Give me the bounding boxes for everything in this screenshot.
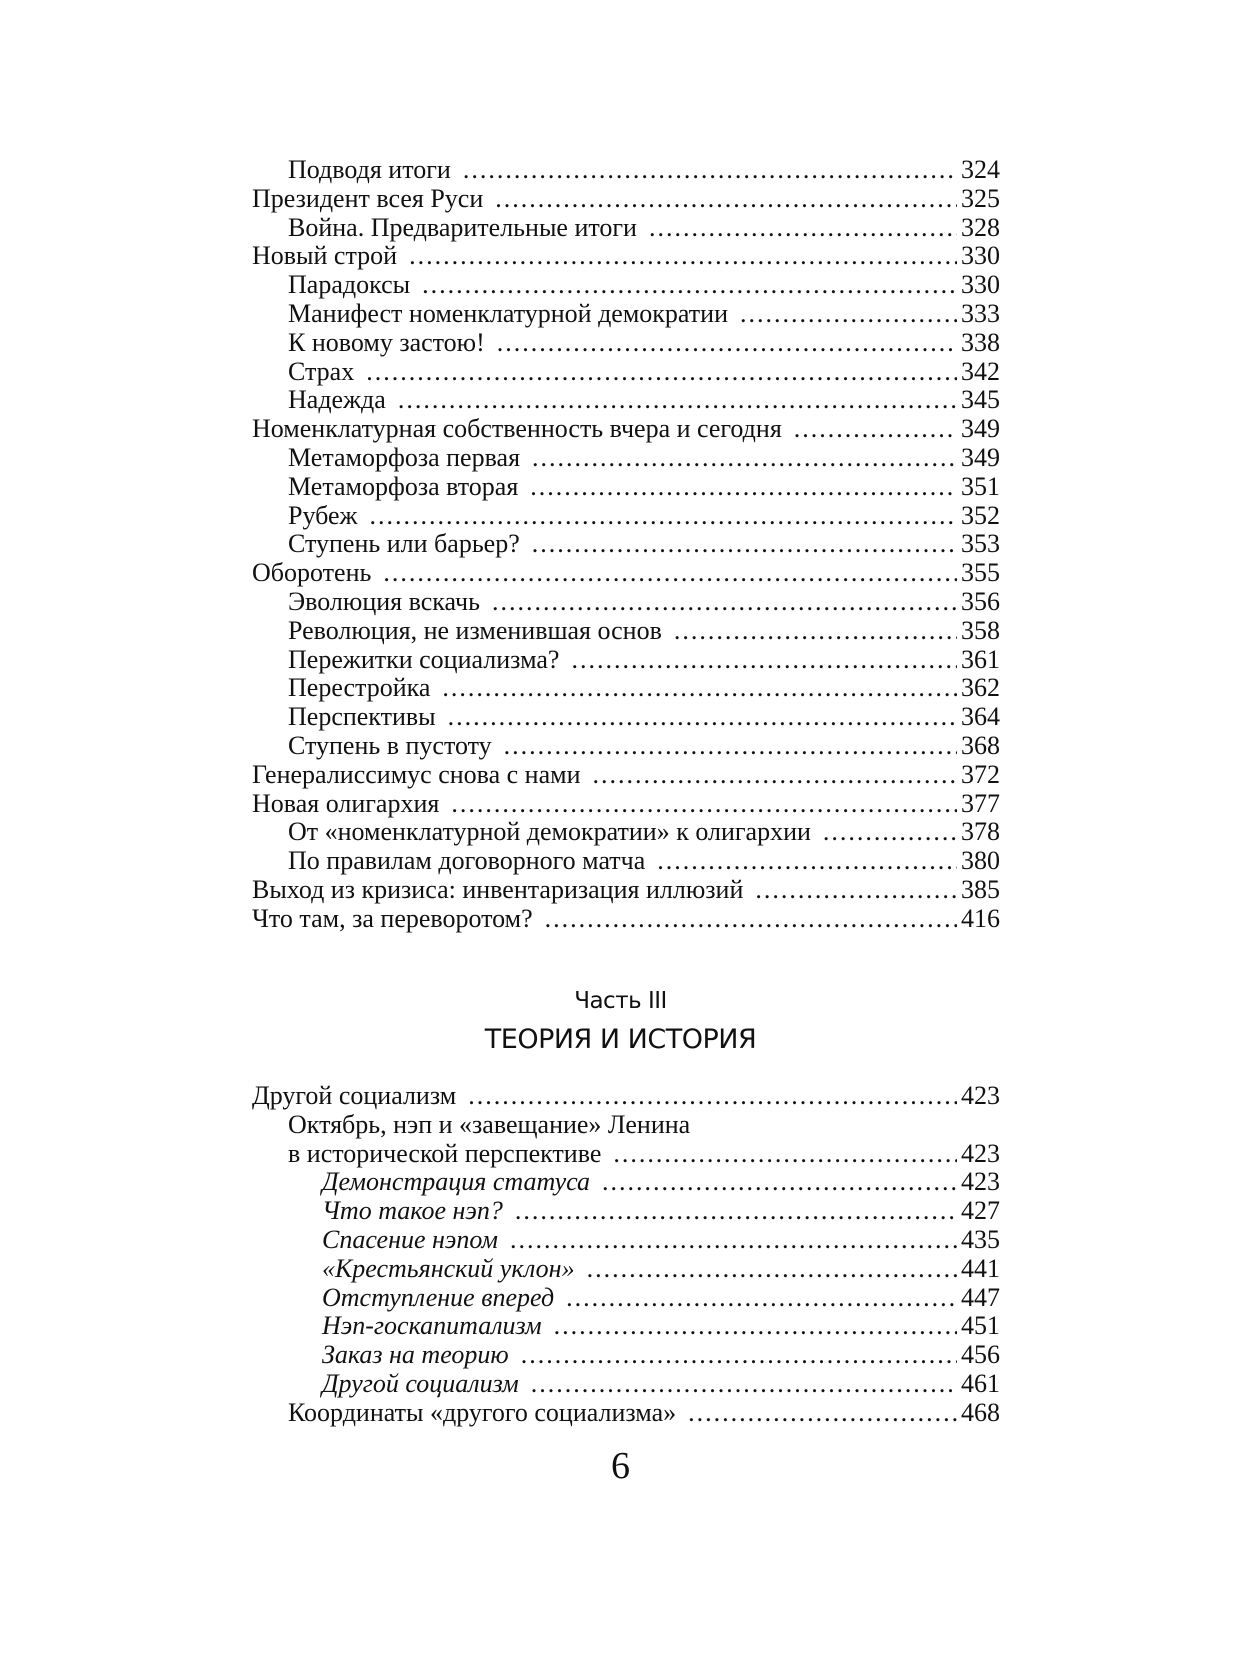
toc-entry bbox=[252, 703, 1000, 732]
dot-leader bbox=[688, 1399, 957, 1428]
toc-entry-page: 356 bbox=[961, 586, 1000, 616]
dot-leader bbox=[823, 818, 957, 847]
toc-entry-title: Эволюция вскачь bbox=[288, 586, 480, 616]
toc-entry bbox=[252, 300, 1000, 329]
dot-leader bbox=[463, 156, 957, 185]
dot-leader bbox=[592, 761, 957, 790]
dot-leader bbox=[409, 242, 957, 271]
toc-entry bbox=[252, 185, 1000, 214]
toc-entry bbox=[252, 876, 1000, 905]
dot-leader bbox=[649, 214, 957, 243]
dot-leader bbox=[794, 415, 957, 444]
toc-entry-title: Другой социализм bbox=[322, 1368, 519, 1398]
toc-entry-title: Нэп-госкапитализм bbox=[322, 1311, 542, 1341]
toc-entry-page: 351 bbox=[961, 471, 1000, 501]
part-title: ТЕОРИЯ И ИСТОРИЯ bbox=[484, 1024, 757, 1055]
page-number: 6 bbox=[611, 1445, 630, 1487]
toc-entry bbox=[252, 1168, 1000, 1197]
dot-leader bbox=[497, 329, 957, 358]
dot-leader bbox=[504, 732, 957, 761]
dot-leader bbox=[370, 502, 957, 531]
toc-entry-page: 325 bbox=[961, 183, 1000, 213]
toc-entry-page: 338 bbox=[961, 327, 1000, 357]
toc-entry-page: 461 bbox=[961, 1368, 1000, 1398]
toc-entry-title: Президент всея Руси bbox=[252, 183, 484, 213]
toc-entry bbox=[252, 530, 1000, 559]
toc-entry-page: 423 bbox=[961, 1138, 1000, 1168]
toc-entry-title: Новая олигархия bbox=[252, 788, 440, 818]
toc-entry-page: 333 bbox=[961, 298, 1000, 328]
toc-entry-page: 441 bbox=[961, 1253, 1000, 1283]
toc-entry bbox=[252, 156, 1000, 185]
toc-entry bbox=[252, 559, 1000, 588]
toc-entry bbox=[252, 1082, 1000, 1111]
toc-entry-title: Ступень в пустоту bbox=[288, 730, 492, 760]
toc-entry bbox=[252, 818, 1000, 847]
dot-leader bbox=[398, 386, 957, 415]
part-label: Часть III bbox=[574, 988, 667, 1014]
dot-leader bbox=[657, 847, 957, 876]
toc-entry bbox=[252, 674, 1000, 703]
toc-entry-title: Оборотень bbox=[252, 558, 372, 588]
dot-leader bbox=[495, 185, 957, 214]
toc-entry-page: 328 bbox=[961, 212, 1000, 242]
toc-entry-page: 362 bbox=[961, 673, 1000, 703]
toc-entry-title: Метаморфоза вторая bbox=[288, 471, 519, 501]
toc-entry bbox=[252, 329, 1000, 358]
toc-entry bbox=[252, 444, 1000, 473]
dot-leader bbox=[602, 1168, 957, 1197]
dot-leader bbox=[468, 1082, 957, 1111]
dot-leader bbox=[366, 358, 957, 387]
dot-leader bbox=[554, 1312, 957, 1341]
toc-entry-title: Отступление вперед bbox=[322, 1282, 555, 1312]
toc-entry-page: 451 bbox=[961, 1311, 1000, 1341]
toc-entry-title: Ступень или барьер? bbox=[288, 529, 520, 559]
toc-entry-page: 427 bbox=[961, 1196, 1000, 1226]
dot-leader bbox=[587, 1255, 957, 1284]
toc-entry-page: 342 bbox=[961, 356, 1000, 386]
toc-entry bbox=[252, 358, 1000, 387]
toc-entry-page: 423 bbox=[961, 1081, 1000, 1110]
dot-leader bbox=[422, 271, 957, 300]
toc-entry-page: 353 bbox=[961, 529, 1000, 559]
toc-entry-page: 345 bbox=[961, 385, 1000, 415]
dot-leader bbox=[571, 646, 957, 675]
toc-entry bbox=[252, 1197, 1000, 1226]
toc-entry-title: Что там, за переворотом? bbox=[252, 903, 533, 933]
toc-entry bbox=[252, 1111, 1000, 1140]
toc-entry-title: Номенклатурная собственность вчера и сегодня bbox=[252, 414, 782, 444]
toc-entry-page: 368 bbox=[961, 730, 1000, 760]
toc-entry-page: 324 bbox=[961, 155, 1000, 184]
toc-entry-page: 349 bbox=[961, 442, 1000, 472]
toc-entry-title: Подводя итоги bbox=[288, 155, 451, 184]
toc-entry bbox=[252, 732, 1000, 761]
toc-entry-page: 330 bbox=[961, 270, 1000, 300]
toc-entry-page: 355 bbox=[961, 558, 1000, 588]
toc-entry-page: 361 bbox=[961, 644, 1000, 674]
dot-leader bbox=[740, 300, 957, 329]
dot-leader bbox=[674, 617, 957, 646]
toc-entry bbox=[252, 473, 1000, 502]
toc-entry bbox=[252, 617, 1000, 646]
toc-entry-title: Другой социализм bbox=[252, 1081, 457, 1110]
toc-entry-title: Координаты «другого социализма» bbox=[288, 1397, 677, 1427]
toc-entry-title: Пережитки социализма? bbox=[288, 644, 560, 674]
toc-entry bbox=[252, 214, 1000, 243]
toc-entry bbox=[252, 1226, 1000, 1255]
toc-entry-page: 416 bbox=[961, 903, 1000, 933]
toc-entry-page: 352 bbox=[961, 500, 1000, 530]
toc-entry bbox=[252, 905, 1000, 934]
toc-entry bbox=[252, 588, 1000, 617]
toc-entry-title: Перспективы bbox=[288, 702, 436, 732]
toc-entry bbox=[252, 415, 1000, 444]
toc-entry bbox=[252, 761, 1000, 790]
toc-entry-title: Надежда bbox=[288, 385, 386, 415]
toc-entry-title: «Крестьянский уклон» bbox=[322, 1253, 575, 1283]
toc-entry bbox=[252, 1312, 1000, 1341]
toc-entry bbox=[252, 1255, 1000, 1284]
toc-entry-title: Война. Предварительные итоги bbox=[288, 212, 637, 242]
toc-entry bbox=[252, 386, 1000, 415]
toc-entry-continuation bbox=[252, 1140, 1000, 1169]
dot-leader bbox=[492, 588, 957, 617]
dot-leader bbox=[613, 1140, 957, 1169]
toc-entry-title: Спасение нэпом bbox=[322, 1224, 498, 1254]
dot-leader bbox=[442, 674, 957, 703]
toc-entry-page: 456 bbox=[961, 1340, 1000, 1370]
toc-entry-title: Манифест номенклатурной демократии bbox=[288, 298, 728, 328]
dot-leader bbox=[451, 790, 957, 819]
toc-entry-title: Генералиссимус снова с нами bbox=[252, 759, 581, 789]
toc-entry bbox=[252, 847, 1000, 876]
dot-leader bbox=[545, 905, 957, 934]
toc-entry-title: Октябрь, нэп и «завещание» Ленина bbox=[288, 1109, 691, 1139]
dot-leader bbox=[566, 1284, 957, 1313]
dot-leader bbox=[510, 1226, 957, 1255]
toc-entry-page: 377 bbox=[961, 788, 1000, 818]
toc-entry-page: 358 bbox=[961, 615, 1000, 645]
dot-leader bbox=[383, 559, 957, 588]
toc-entry-title: По правилам договорного матча bbox=[288, 846, 646, 876]
dot-leader bbox=[515, 1197, 957, 1226]
toc-entry-page: 349 bbox=[961, 414, 1000, 444]
toc-entry-title: От «номенклатурной демократии» к олигархии bbox=[288, 817, 811, 847]
toc-entry-page: 435 bbox=[961, 1224, 1000, 1254]
toc-entry-page: 372 bbox=[961, 759, 1000, 789]
toc-entry-title: К новому застою! bbox=[288, 327, 485, 357]
toc-entry-page: 364 bbox=[961, 702, 1000, 732]
toc-entry bbox=[252, 242, 1000, 271]
toc-entry bbox=[252, 1284, 1000, 1313]
toc-entry-title: Перестройка bbox=[288, 673, 431, 703]
toc-entry bbox=[252, 1341, 1000, 1370]
toc-entry-title: Метаморфоза первая bbox=[288, 442, 521, 472]
toc-entry-title: Выход из кризиса: инвентаризация иллюзий bbox=[252, 874, 744, 904]
toc-entry-title: в исторической перспективе bbox=[288, 1138, 602, 1168]
toc-entry bbox=[252, 646, 1000, 675]
toc-entry-page: 385 bbox=[961, 874, 1000, 904]
dot-leader bbox=[530, 473, 957, 502]
toc-entry-title: Что такое нэп? bbox=[322, 1196, 503, 1226]
toc-list-bottom bbox=[252, 1082, 1000, 1428]
toc-entry-title: Новый строй bbox=[252, 241, 398, 271]
toc-entry bbox=[252, 1370, 1000, 1399]
toc-entry-page: 378 bbox=[961, 817, 1000, 847]
toc-entry-title: Заказ на теорию bbox=[322, 1340, 509, 1370]
dot-leader bbox=[532, 444, 957, 473]
toc-list-top bbox=[252, 156, 1000, 934]
dot-leader bbox=[521, 1341, 957, 1370]
toc-entry-page: 330 bbox=[961, 241, 1000, 271]
toc-entry-title: Парадоксы bbox=[288, 270, 411, 300]
toc-entry-title: Рубеж bbox=[288, 500, 358, 530]
toc-entry-page: 423 bbox=[961, 1167, 1000, 1197]
toc-entry-title: Демонстрация статуса bbox=[322, 1167, 590, 1197]
toc-entry-title: Страх bbox=[288, 356, 355, 386]
toc-entry-page: 380 bbox=[961, 846, 1000, 876]
dot-leader bbox=[448, 703, 957, 732]
toc-entry bbox=[252, 502, 1000, 531]
toc-entry-title: Революция, не изменившая основ bbox=[288, 615, 662, 645]
toc-entry bbox=[252, 271, 1000, 300]
toc-entry-page: 468 bbox=[961, 1397, 1000, 1427]
toc-entry bbox=[252, 790, 1000, 819]
dot-leader bbox=[532, 530, 957, 559]
toc-entry-page: 447 bbox=[961, 1282, 1000, 1312]
dot-leader bbox=[755, 876, 957, 905]
toc-entry bbox=[252, 1399, 1000, 1428]
dot-leader bbox=[531, 1370, 957, 1399]
